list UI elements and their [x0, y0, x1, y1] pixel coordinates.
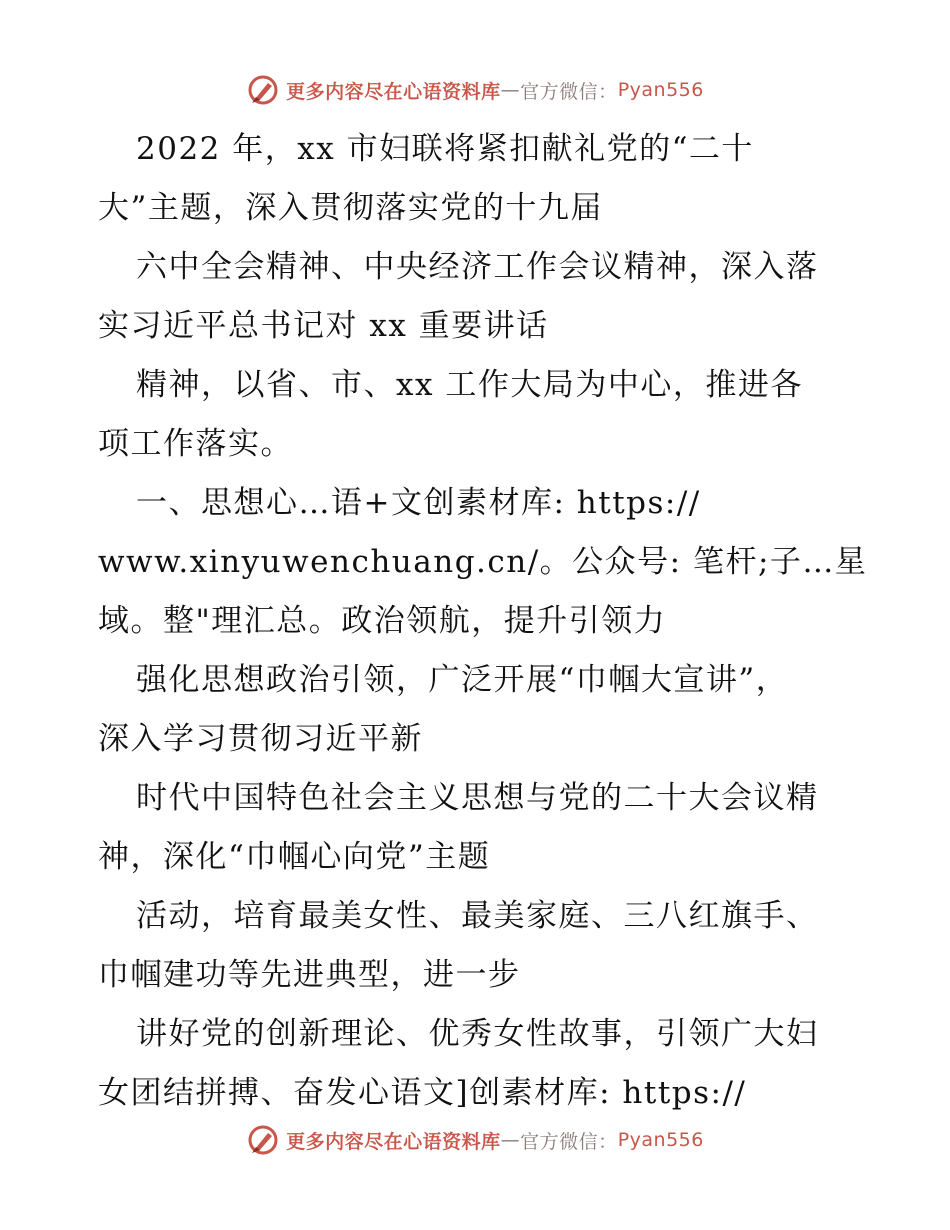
document-line: 六中全会精神、中央经济工作会议精神，深入落: [136, 249, 819, 285]
document-line: www.xinyuwenchuang.cn/。公众号: 笔杆;子…星: [98, 544, 868, 580]
document-line: 时代中国特色社会主义思想与党的二十大会议精: [136, 780, 819, 816]
footer-watermark: [0, 1120, 950, 1160]
document-line: 实习近平总书记对 xx 重要讲话: [98, 308, 549, 344]
watermark-brand: 更多内容尽在心语资料库: [286, 1130, 501, 1153]
document-line: 精神，以省、市、xx 工作大局为中心，推进各: [136, 367, 803, 403]
watermark-dash: —: [500, 1129, 521, 1151]
document-line: 2022 年，xx 市妇联将紧扣献礼党的“二十: [136, 131, 754, 167]
document-line: 项工作落实。: [98, 426, 293, 462]
watermark-brand: 更多内容尽在心语资料库: [286, 80, 501, 103]
watermark-dash: —: [500, 79, 521, 101]
watermark-official: 官方微信：: [520, 1130, 618, 1153]
watermark-official: 官方微信：: [520, 80, 618, 103]
document-line: 深入学习贯彻习近平新: [98, 721, 423, 757]
document-line: 一、思想心…语+文创素材库: https://: [136, 485, 701, 521]
document-line: 活动，培育最美女性、最美家庭、三八红旗手、: [136, 898, 819, 934]
document-line: 巾帼建功等先进典型，进一步: [98, 957, 521, 993]
document-line: 神，深化“巾帼心向党”主题: [98, 839, 491, 875]
document-line: 大”主题，深入贯彻落实党的十九届: [98, 190, 603, 226]
header-watermark: [0, 70, 950, 110]
pen-logo-icon: [246, 73, 280, 107]
document-body: [98, 120, 868, 1123]
document-line: 讲好党的创新理论、优秀女性故事，引领广大妇: [136, 1016, 819, 1052]
watermark-id: Pyan556: [617, 79, 704, 101]
document-line: 域。整"理汇总。政治领航，提升引领力: [98, 603, 667, 639]
document-line: 强化思想政治引领，广泛开展“巾帼大宣讲”，: [136, 662, 789, 698]
document-line: 女团结拼搏、奋发心语文]创素材库: https://: [98, 1075, 747, 1111]
watermark-id: Pyan556: [617, 1129, 704, 1151]
pen-logo-icon: [246, 1123, 280, 1157]
